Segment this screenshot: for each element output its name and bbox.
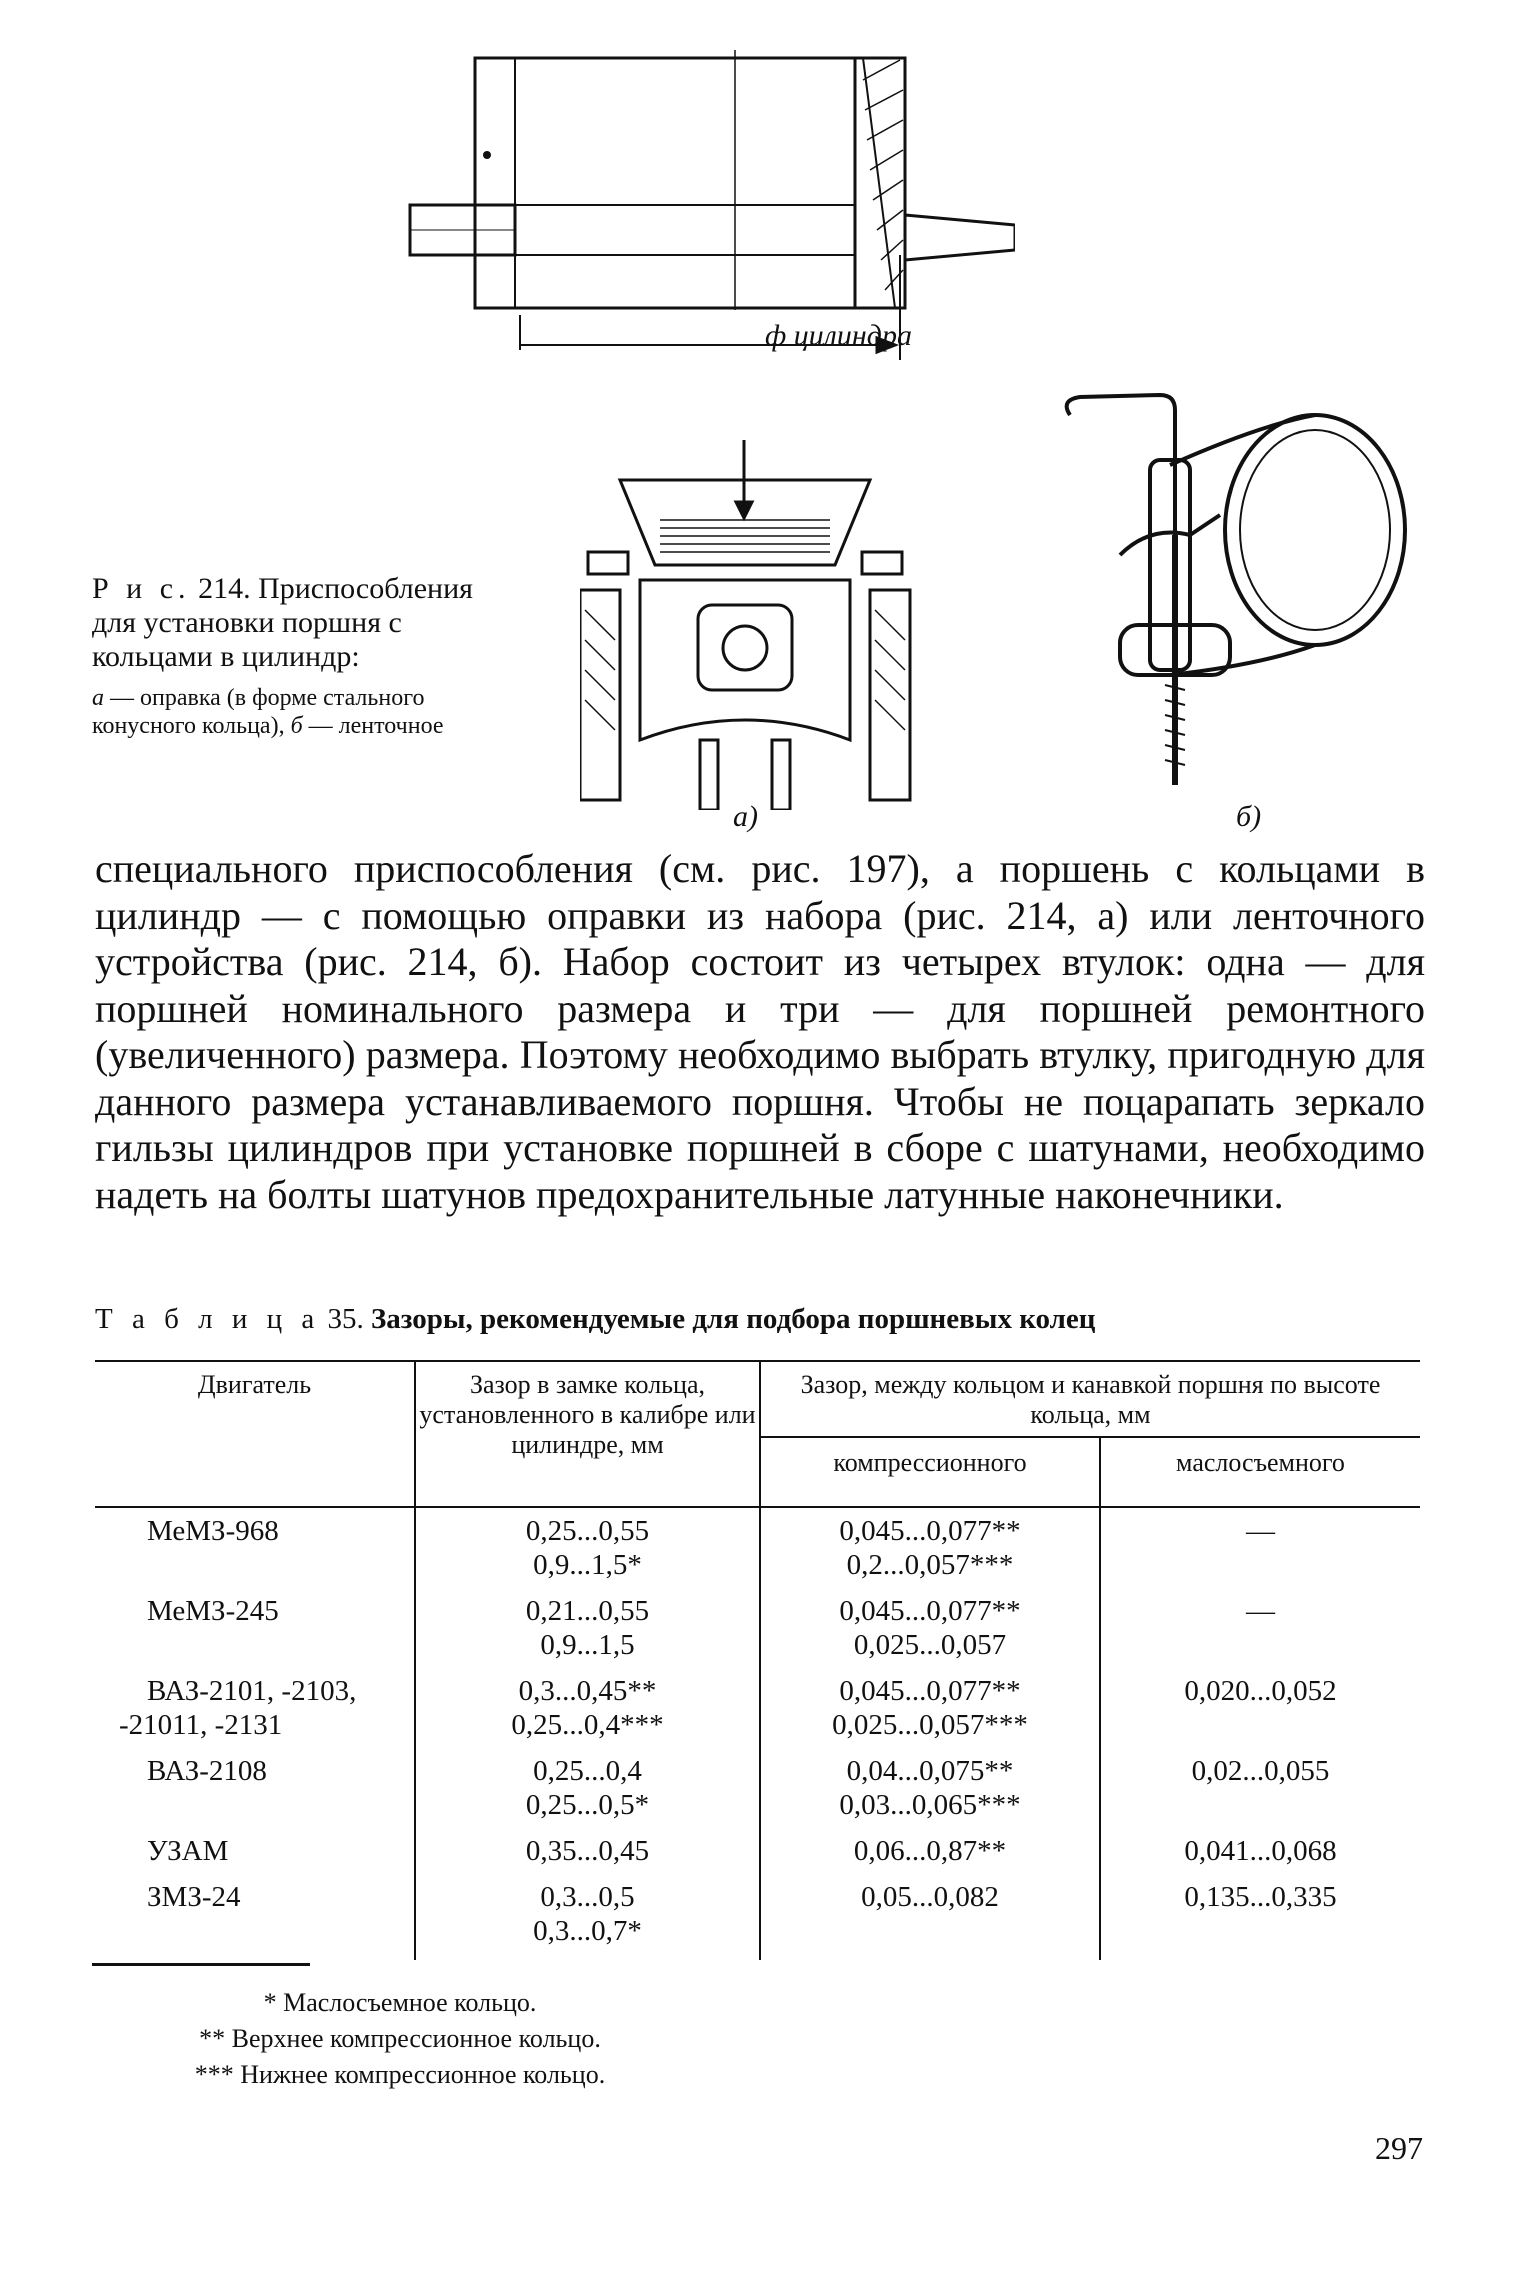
cell-line: 0,9...1,5 bbox=[540, 1629, 635, 1661]
caption-title: 214. Приспособления для установки поршня с кольцами в цилиндр: bbox=[92, 572, 473, 673]
header-groove-gap: Зазор, между кольцом и канавкой поршня по высоте кольца, мм bbox=[760, 1361, 1420, 1437]
cell-line: — bbox=[1246, 1515, 1275, 1547]
cell-line: 0,041...0,068 bbox=[1184, 1835, 1337, 1867]
compression-gap-cell bbox=[760, 1880, 1100, 1960]
cell-line: УЗАМ bbox=[147, 1835, 229, 1867]
footnote: *** Нижнее компрессионное кольцо. bbox=[194, 2060, 606, 2089]
engine-cell bbox=[95, 1880, 415, 1960]
page-number: 297 bbox=[1375, 2130, 1423, 2166]
cell-line: 0,25...0,55 bbox=[525, 1515, 650, 1547]
cell-line: 0,02...0,055 bbox=[1191, 1755, 1330, 1787]
cell-line: 0,025...0,057*** bbox=[832, 1709, 1028, 1741]
footnote: * Маслосъемное кольцо. bbox=[263, 1988, 537, 2017]
lock-gap-cell bbox=[415, 1834, 760, 1880]
cell-line: 0,9...1,5* bbox=[533, 1549, 642, 1581]
lock-gap-cell bbox=[415, 1594, 760, 1674]
oil-gap-cell bbox=[1100, 1507, 1420, 1594]
engine-cell bbox=[95, 1834, 415, 1880]
compression-gap-cell bbox=[760, 1594, 1100, 1674]
oil-gap-cell bbox=[1100, 1674, 1420, 1754]
header-compression: компрессионного bbox=[760, 1437, 1100, 1507]
body-paragraph: специального приспособления (см. рис. 197), а поршень с кольцами в цилиндр — с помощью оправки из набора (рис. 214, а) или ленточного устройства (рис. 214, б). Набор состоит из четырех втулок: одна — для поршней номинального размера и три — для поршней ремонтного (увеличенного) размера. Поэтому необходимо выбрать втулку, пригодную для данного размера устанавливаемого поршня. Чтобы не поцарапать зеркало гильзы цилиндров при установке поршней в сборе с шатунами, необходимо надеть на болты шатунов предохранительные латунные наконечники. bbox=[95, 846, 1425, 1217]
header-oil: маслосъемного bbox=[1176, 1448, 1345, 1477]
table-row bbox=[95, 1594, 1420, 1674]
cell-line: 0,135...0,335 bbox=[1184, 1881, 1337, 1913]
oil-gap-cell bbox=[1100, 1880, 1420, 1960]
figure-label-a: а) bbox=[733, 800, 758, 833]
piston-mandrel-drawing bbox=[580, 440, 930, 810]
figure-caption bbox=[92, 572, 502, 740]
table-row bbox=[95, 1880, 1420, 1960]
cell-line: 0,025...0,057 bbox=[853, 1629, 1007, 1661]
cell-line: 0,3...0,5 bbox=[540, 1881, 635, 1913]
lock-gap-cell bbox=[415, 1880, 760, 1960]
caption-letter-a: а bbox=[92, 685, 104, 711]
cell-line: 0,25...0,5* bbox=[525, 1789, 650, 1821]
oil-gap-cell bbox=[1100, 1594, 1420, 1674]
cell-line: 0,045...0,077** bbox=[839, 1675, 1021, 1707]
compression-gap-cell bbox=[760, 1507, 1100, 1594]
cell-line: 0,21...0,55 bbox=[525, 1595, 650, 1627]
table-row bbox=[95, 1754, 1420, 1834]
caption-letter-b: б bbox=[290, 713, 303, 739]
header-lock-gap: Зазор в замке кольца, установленного в калибре или цилиндре, мм bbox=[415, 1361, 760, 1507]
band-compressor-drawing bbox=[1060, 385, 1420, 785]
table-row bbox=[95, 1834, 1420, 1880]
cylinder-diameter-label: ф цилиндра bbox=[765, 319, 912, 352]
compression-gap-cell bbox=[760, 1754, 1100, 1834]
cell-line: -21011, -2131 bbox=[119, 1709, 283, 1741]
cell-line: 0,3...0,45** bbox=[518, 1675, 657, 1707]
mandrel-drawing bbox=[395, 50, 1015, 390]
compression-gap-cell bbox=[760, 1834, 1100, 1880]
oil-gap-cell bbox=[1100, 1834, 1420, 1880]
cell-line: 0,04...0,075** bbox=[846, 1755, 1014, 1787]
table-row bbox=[95, 1507, 1420, 1594]
cell-line: 0,25...0,4*** bbox=[511, 1709, 664, 1741]
cell-line: — bbox=[1246, 1595, 1275, 1627]
engine-cell bbox=[95, 1674, 415, 1754]
lock-gap-cell bbox=[415, 1674, 760, 1754]
footnote: ** Верхнее компрессионное кольцо. bbox=[199, 2024, 601, 2053]
cell-line: ВАЗ-2108 bbox=[147, 1755, 267, 1787]
table-row bbox=[95, 1674, 1420, 1754]
cell-line: ВАЗ-2101, -2103, bbox=[147, 1675, 357, 1707]
cell-line: 0,25...0,4 bbox=[533, 1755, 642, 1787]
cell-line: 0,05...0,082 bbox=[861, 1881, 999, 1913]
table-title bbox=[95, 1303, 1435, 1336]
caption-text-b: — ленточное bbox=[302, 713, 444, 739]
cell-line: МеМЗ-968 bbox=[147, 1515, 279, 1547]
lock-gap-cell bbox=[415, 1507, 760, 1594]
cell-line: 0,03...0,065*** bbox=[839, 1789, 1021, 1821]
caption-prefix: Р и с. bbox=[92, 572, 191, 605]
cell-line: 0,2...0,057*** bbox=[846, 1549, 1014, 1581]
engine-cell bbox=[95, 1594, 415, 1674]
engine-cell bbox=[95, 1507, 415, 1594]
table-caption: Зазоры, рекомендуемые для подбора поршневых колец bbox=[370, 1303, 1096, 1335]
cell-line: ЗМЗ-24 bbox=[147, 1881, 241, 1913]
table-label: Т а б л и ц а bbox=[95, 1303, 321, 1335]
cell-line: 0,045...0,077** bbox=[839, 1595, 1021, 1627]
header-engine: Двигатель bbox=[95, 1361, 415, 1507]
oil-gap-cell bbox=[1100, 1754, 1420, 1834]
cell-line: МеМЗ-245 bbox=[147, 1595, 279, 1627]
cell-line: 0,3...0,7* bbox=[533, 1915, 642, 1947]
caption-text-a: — оправка (в форме стального конусного кольца), bbox=[92, 685, 425, 739]
ring-gap-table bbox=[95, 1360, 1420, 1960]
footnote-rule bbox=[92, 1963, 310, 1966]
lock-gap-cell bbox=[415, 1754, 760, 1834]
figure-label-b: б) bbox=[1236, 800, 1262, 833]
compression-gap-cell bbox=[760, 1674, 1100, 1754]
cell-line: 0,020...0,052 bbox=[1184, 1675, 1337, 1707]
cell-line: 0,06...0,87** bbox=[853, 1835, 1007, 1867]
engine-cell bbox=[95, 1754, 415, 1834]
table-number: 35. bbox=[327, 1303, 364, 1335]
cell-line: 0,045...0,077** bbox=[839, 1515, 1021, 1547]
cell-line: 0,35...0,45 bbox=[525, 1835, 650, 1867]
footnotes bbox=[90, 1985, 710, 2093]
